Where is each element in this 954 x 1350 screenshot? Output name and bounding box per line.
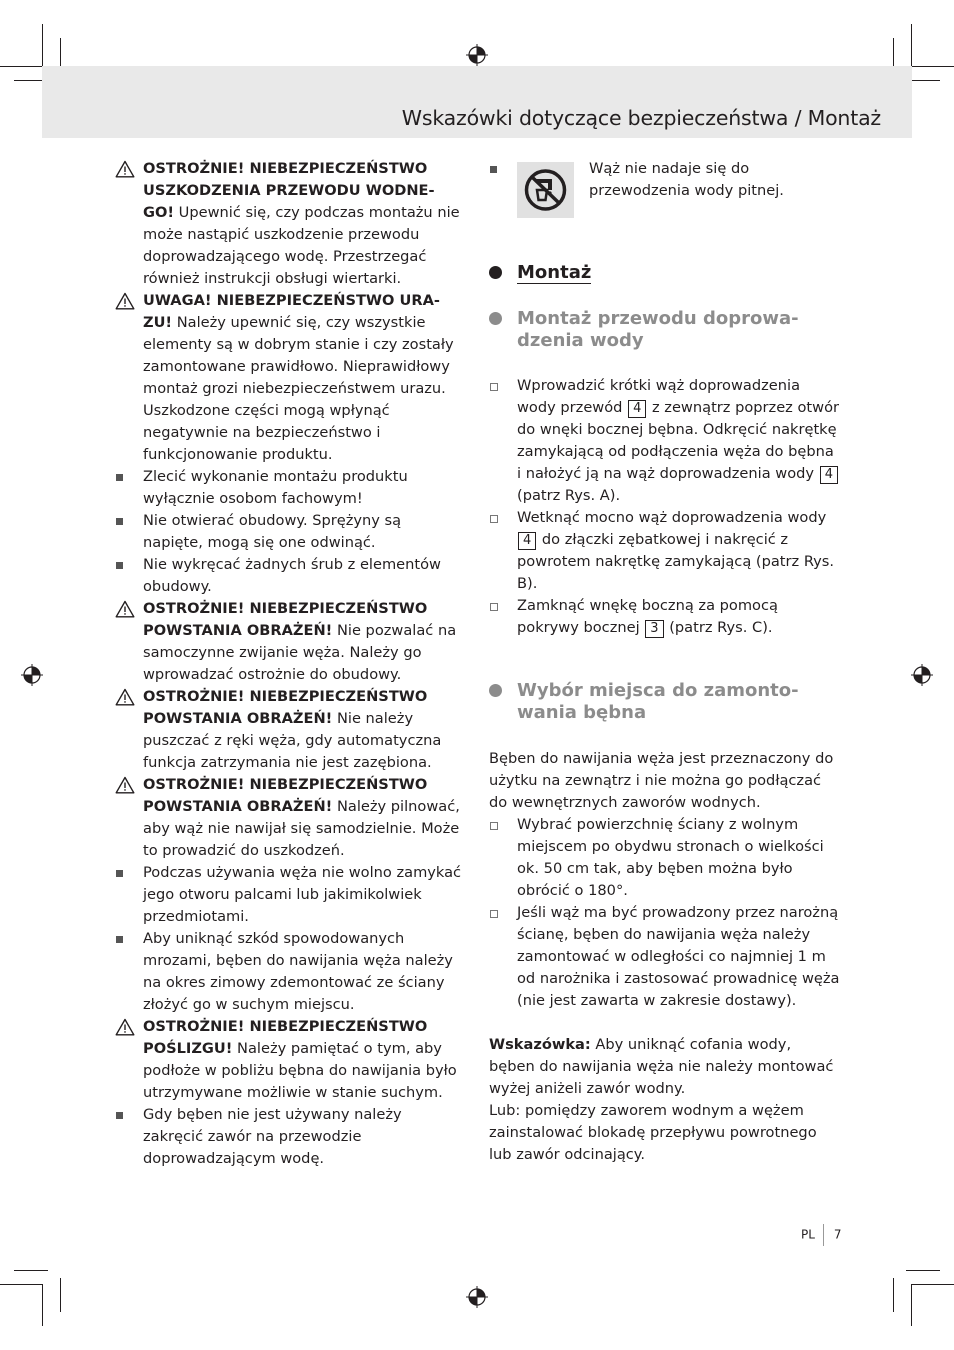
warning-item	[115, 686, 465, 774]
crop-mark	[893, 1278, 894, 1312]
section-heading-montaz	[489, 262, 841, 284]
footer-divider	[823, 1224, 824, 1246]
warning-title: OSTROŻNIE! NIEBEZPIECZEŃSTWO POWSTANIA OBRAŻEŃ!	[143, 600, 428, 639]
step-text: z zewnątrz poprzez otwór do wnęki bocznej bębna. Odkręcić nakrętkę zamykającą od podłączenia węża do bębna i nałożyć ją na wąż doprowadzenia wody	[517, 399, 839, 482]
crop-mark	[0, 1284, 42, 1285]
bullet-text: Aby uniknąć szkód spowodowanych mrozami, bęben do nawijania węża należy na okres zimowy zdemontować ze ściany złożyć go w suchym miejscu.	[143, 930, 453, 1013]
heading-text: Montaż	[517, 262, 592, 283]
crop-mark	[906, 1270, 940, 1271]
bullet-item	[489, 158, 841, 216]
step-text: Wybrać powierzchnię ściany z wolnym miejscem po obydwu stronach o wielkości ok. 50 cm tak, aby bęben można było obrócić o 180°.	[517, 816, 824, 899]
page-footer	[801, 1224, 842, 1246]
warning-title: OSTROŻNIE! NIEBEZPIECZEŃSTWO POŚLIZGU!	[143, 1018, 428, 1057]
bullet-item	[115, 510, 465, 554]
bullet-item	[115, 466, 465, 510]
crop-mark	[911, 1284, 912, 1326]
step-checkbox	[490, 515, 498, 523]
right-column	[489, 158, 841, 1166]
not-drinking-water-text: Wąż nie nadaje się do przewodzenia wody pitnej.	[589, 160, 784, 199]
part-reference: 4	[518, 532, 536, 550]
warning-text: Należy upewnić się, czy wszystkie elementy są w dobrym stanie i czy zostały zamontowane prawidłowo. Nieprawidłowy montaż grozi niebezpieczeństwem urazu. Uszkodzone części mogą wpłynąć negatywnie na bezpieczeństwo i funkcjonowanie produktu.	[143, 314, 454, 463]
step-checkbox	[490, 910, 498, 918]
warning-triangle-icon	[115, 160, 135, 178]
heading-dot	[489, 266, 502, 279]
heading-text: Montaż przewodu doprowa-dzenia wody	[517, 308, 799, 351]
step-text: (patrz Rys. C).	[664, 619, 773, 636]
subsection-heading-water-line	[489, 308, 841, 352]
note-text: Aby uniknąć cofania wody, bęben do nawijania węża nie należy montować wyżej aniżeli zawór wodny.	[489, 1036, 834, 1097]
crop-mark	[0, 66, 42, 67]
bullet-item	[115, 1104, 465, 1170]
crop-mark	[911, 24, 912, 66]
registration-mark-icon	[466, 1286, 488, 1308]
crop-mark	[912, 1284, 954, 1285]
step-text: do złączki zębatkowej i nakręcić z powrotem nakrętkę zamykającą (patrz Rys. B).	[517, 531, 835, 592]
step-text: Wetknąć mocno wąż doprowadzenia wody	[517, 509, 827, 526]
bullet-square	[116, 1112, 123, 1119]
alternative-paragraph: Lub: pomiędzy zaworem wodnym a wężem zainstalować blokadę przepływu powrotnego lub zawór odcinający.	[489, 1102, 817, 1163]
warning-triangle-icon	[115, 688, 135, 706]
crop-mark	[912, 66, 954, 67]
registration-mark-icon	[911, 664, 933, 686]
warning-text: Upewnić się, czy podczas montażu nie może nastąpić uszkodzenie przewodu doprowadzającego wodę. Przestrzegać również instrukcji obsługi wiertarki.	[143, 204, 460, 287]
note-label: Wskazówka:	[489, 1036, 591, 1053]
step-text: (patrz Rys. A).	[517, 487, 621, 504]
part-reference: 4	[628, 400, 646, 418]
warning-title: OSTROŻNIE! NIEBEZPIECZEŃSTWO POWSTANIA OBRAŻEŃ!	[143, 776, 428, 815]
bullet-square	[490, 166, 497, 173]
bullet-text: Podczas używania węża nie wolno zamykać jego otworu palcami lub jakimikolwiek przedmiotami.	[143, 864, 462, 925]
bullet-item	[115, 554, 465, 598]
warning-title: UWAGA! NIEBEZPIECZEŃSTWO URA-ZU!	[143, 292, 440, 331]
bullet-text: Nie wykręcać żadnych śrub z elementów obudowy.	[143, 556, 441, 595]
heading-dot	[489, 684, 502, 697]
registration-mark-icon	[466, 44, 488, 66]
warning-title: OSTROŻNIE! NIEBEZPIECZEŃSTWO POWSTANIA OBRAŻEŃ!	[143, 688, 428, 727]
step-text: Jeśli wąż ma być prowadzony przez narożną ścianę, bęben do nawijania węża należy zamontować w odległości co najmniej 1 m od narożnika i zastosować prowadnicę węża (nie jest zawarta w zakresie dostawy).	[517, 904, 840, 1009]
warning-triangle-icon	[115, 776, 135, 794]
warning-item	[115, 1016, 465, 1104]
heading-dot	[489, 312, 502, 325]
step-checkbox	[490, 603, 498, 611]
step-item	[489, 595, 841, 639]
note-paragraph	[489, 1034, 841, 1100]
bullet-item	[115, 928, 465, 1016]
warning-text: Nie należy puszczać z ręki węża, gdy automatyczna funkcja zatrzymania nie jest zazębiona.	[143, 710, 442, 771]
page-title: Wskazówki dotyczące bezpieczeństwa / Montaż	[401, 106, 881, 130]
heading-text: Wybór miejsca do zamonto-wania bębna	[517, 680, 799, 723]
warning-item	[115, 774, 465, 862]
left-column	[115, 158, 465, 1170]
step-item	[489, 902, 841, 1012]
step-item	[489, 814, 841, 902]
bullet-square	[116, 474, 123, 481]
step-text: Wprowadzić krótki wąż doprowadzenia wody przewód	[517, 377, 801, 416]
crop-mark	[42, 24, 43, 66]
registration-mark-icon	[21, 664, 43, 686]
no-drinking-water-icon	[517, 162, 574, 218]
crop-mark	[42, 1284, 43, 1326]
warning-text: Należy pamiętać o tym, aby podłoże w pobliżu bębna do nawijania było utrzymywane możliwie w stanie suchym.	[143, 1040, 457, 1101]
warning-item	[115, 290, 465, 466]
step-checkbox	[490, 383, 498, 391]
bullet-text: Zlecić wykonanie montażu produktu wyłącznie osobom fachowym!	[143, 468, 408, 507]
warning-triangle-icon	[115, 1018, 135, 1036]
warning-item	[115, 598, 465, 686]
bullet-square	[116, 562, 123, 569]
bullet-item	[115, 862, 465, 928]
warning-text: Należy pilnować, aby wąż nie nawijał się samodzielnie. Może to prowadzić do uszkodzeń.	[143, 798, 460, 859]
bullet-square	[116, 518, 123, 525]
page-number: 7	[833, 1227, 842, 1242]
warning-item	[115, 158, 465, 290]
warning-triangle-icon	[115, 292, 135, 310]
language-code: PL	[801, 1227, 815, 1242]
crop-mark	[14, 1270, 48, 1271]
bullet-text: Nie otwierać obudowy. Sprężyny są napięte, mogą się one odwinąć.	[143, 512, 402, 551]
part-reference: 3	[645, 620, 663, 638]
step-item	[489, 375, 841, 507]
warning-title: OSTROŻNIE! NIEBEZPIECZEŃSTWO USZKODZENIA PRZEWODU WODNE-GO!	[143, 160, 435, 221]
warning-text: Nie pozwalać na samoczynne zwijanie węża. Należy go wprowadzać ostrożnie do obudowy.	[143, 622, 457, 683]
crop-mark	[60, 1278, 61, 1312]
bullet-square	[116, 936, 123, 943]
step-item	[489, 507, 841, 595]
bullet-square	[116, 870, 123, 877]
step-checkbox	[490, 822, 498, 830]
intro-paragraph: Bęben do nawijania węża jest przeznaczony do użytku na zewnątrz i nie można go podłączać do wewnętrznych zaworów wodnych.	[489, 750, 834, 811]
part-reference: 4	[820, 466, 838, 484]
subsection-heading-location	[489, 680, 841, 724]
bullet-text: Gdy bęben nie jest używany należy zakręcić zawór na przewodzie doprowadzającym wodę.	[143, 1106, 402, 1167]
step-text: Zamknąć wnękę boczną za pomocą pokrywy bocznej	[517, 597, 778, 636]
warning-triangle-icon	[115, 600, 135, 618]
